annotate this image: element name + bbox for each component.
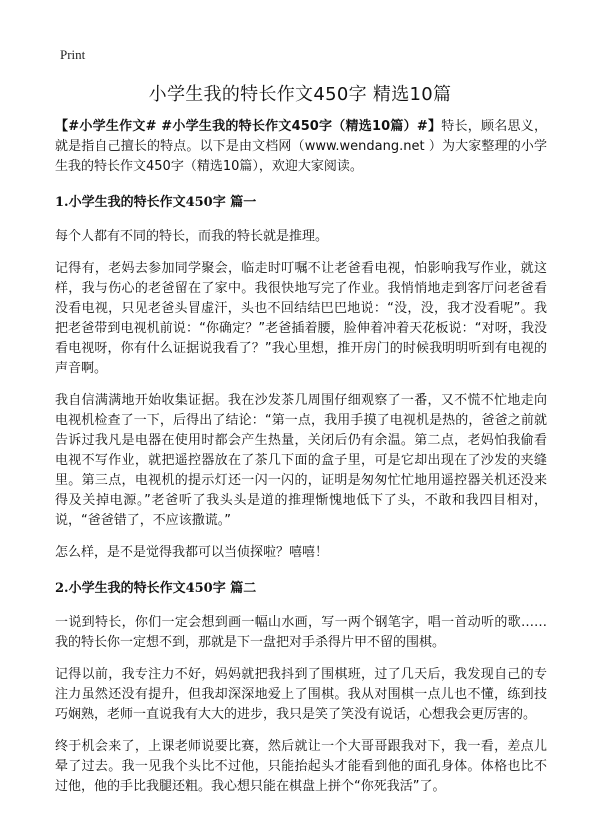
section-2-paragraph: 一说到特长，你们一定会想到画一幅山水画，写一两个钢笔字，唱一首动听的歌……我的特长你一定想不到，那就是下一盘把对手杀得片甲不留的围棋。 <box>55 615 547 650</box>
section-1-paragraph: 记得有，老妈去参加同学聚会，临走时叮嘱不让老爸看电视，怕影响我写作业，就这样，我与伤心的老爸留在了家中。我很快地写完了作业。我悄悄地走到客厅问老爸看没看电视，只见老爸头冒虚汗，头也不回结结巴巴地说：“没，没，我才没看呢”。我把老爸带到电视机前说：“你确定？”老爸插着腰，脸伸着冲着天花板说：“对呀，我没看电视呀，你有什么证据说我看了？”我心里想，推开房门的时候我明明听到有电视的声音啊。 <box>55 261 547 376</box>
intro-text: 特长，顾名思义，就是指自己擅长的特点。以下是由文档网（www.wendang.net ）为大家整理的小学生我的特长作文450字（精选10篇），欢迎大家阅读。 <box>55 119 547 174</box>
section-1-paragraph: 我自信满满地开始收集证据。我在沙发茶几周围仔细观察了一番，又不慌不忙地走向电视机检查了一下，后得出了结论：“第一点，我用手摸了电视机是热的，爸爸之前就告诉过我凡是电器在使用时都会产生热量，关闭后仍有余温。第二点，老妈怕我偷看电视不写作业，就把遥控器放在了茶几下面的盒子里，可是它却出现在了沙发的夹缝里。第三点，电视机的提示灯还一闪一闪的，证明是匆匆忙忙地用遥控器关机还没来得及关掉电源。”老爸听了我头头是道的推理惭愧地低下了头，不敢和我四目相对，说，“爸爸错了，不应该撒谎。” <box>55 393 547 528</box>
intro-tags: 【#小学生作文# #小学生我的特长作文450字（精选10篇）#】 <box>55 119 442 134</box>
section-heading-2: 2.小学生我的特长作文450字 篇二 <box>55 581 257 596</box>
intro-paragraph <box>55 117 547 177</box>
section-1-paragraph: 每个人都有不同的特长，而我的特长就是推理。 <box>55 229 329 244</box>
section-1-paragraph: 怎么样，是不是觉得我都可以当侦探啦？嘻嘻！ <box>55 545 329 560</box>
document-title: 小学生我的特长作文450字 精选10篇 <box>148 84 452 105</box>
print-label: Print <box>60 47 86 62</box>
document-body <box>55 117 547 809</box>
section-2-paragraph: 记得以前，我专注力不好，妈妈就把我抖到了围棋班，过了几天后，我发现自己的专注力虽然还没有提升，但我却深深地爱上了围棋。我从对围棋一点儿也不懂，练到技巧娴熟，老师一直说我有大大的进步，我只是笑了笑没有说话，心想我会更厉害的。 <box>55 667 547 722</box>
section-heading-1: 1.小学生我的特长作文450字 篇一 <box>55 195 257 210</box>
section-2-paragraph: 终于机会来了，上课老师说要比赛，然后就让一个大哥哥跟我对下，我一看，差点儿晕了过去。我一见我个头比不过他，只能抬起头才能看到他的面孔身体。体格也比不过他，他的手比我腿还粗。我心想只能在棋盘上拼个“你死我活”了。 <box>55 739 547 794</box>
